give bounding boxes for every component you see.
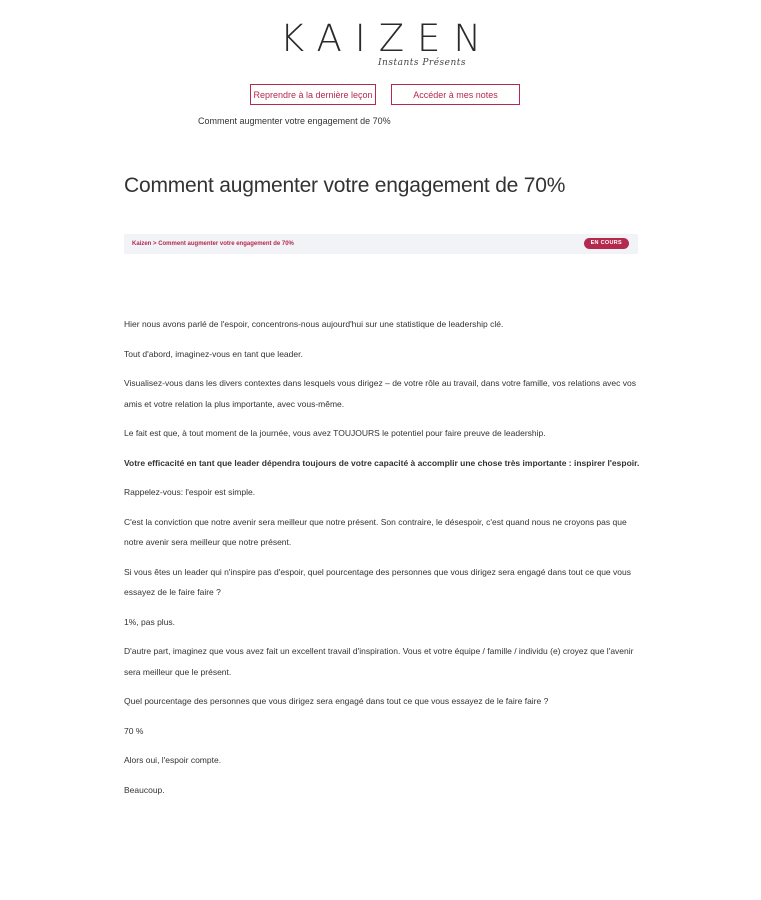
brand-name: KAIZEN xyxy=(279,17,495,60)
paragraph: Visualisez-vous dans les divers contextes dans lesquels vous dirigez – de votre rôle au travail, dans votre famille, vos relations avec vos amis et votre relation la plus importante, avec vous-même. xyxy=(124,378,636,409)
paragraph: Le fait est que, à tout moment de la journée, vous avez TOUJOURS le potentiel pour faire preuve de leadership. xyxy=(124,428,546,438)
resume-last-lesson-button[interactable]: Reprendre à la dernière leçon xyxy=(250,84,376,105)
paragraph: Si vous êtes un leader qui n'inspire pas d'espoir, quel pourcentage des personnes que vous dirigez sera engagé dans tout ce que vous essayez de le faire faire ? xyxy=(124,566,631,597)
lesson-caption: Comment augmenter votre engagement de 70% xyxy=(198,116,391,126)
breadcrumb-separator: > xyxy=(151,241,159,247)
paragraph: D'autre part, imaginez que vous avez fait un excellent travail d'inspiration. Vous et votre équipe / famille / individu (e) croyez que l'avenir sera meilleur que le présent. xyxy=(124,646,634,677)
paragraph: Rappelez-vous: l'espoir est simple. xyxy=(124,487,256,497)
breadcrumb-home-link[interactable]: Kaizen xyxy=(132,241,152,247)
paragraph: 70 % xyxy=(124,725,144,736)
page-title: Comment augmenter votre engagement de 70% xyxy=(124,174,566,197)
paragraph: C'est la conviction que notre avenir sera meilleur que notre présent. Son contraire, le désespoir, c'est quand nous ne croyons pas que notre avenir sera meilleur que notre présent. xyxy=(124,516,627,547)
breadcrumb xyxy=(132,234,294,254)
status-badge: EN COURS xyxy=(584,238,629,249)
paragraph: Tout d'abord, imaginez-vous en tant que leader. xyxy=(124,348,303,359)
paragraph: Alors oui, l'espoir compte. xyxy=(124,755,222,765)
breadcrumb-bar xyxy=(124,234,638,254)
lesson-content xyxy=(124,314,644,809)
paragraph: 1%, pas plus. xyxy=(124,616,176,627)
paragraph: Hier nous avons parlé de l'espoir, concentrons-nous aujourd'hui sur une statistique de leadership clé. xyxy=(124,319,504,329)
access-notes-button[interactable]: Accéder à mes notes xyxy=(391,84,520,105)
brand-logo[interactable] xyxy=(0,17,761,68)
key-message-paragraph: Votre efficacité en tant que leader dépendra toujours de votre capacité à accomplir une chose très importante : inspirer l'espoir. xyxy=(124,457,640,468)
paragraph: Beaucoup. xyxy=(124,784,165,795)
paragraph: Quel pourcentage des personnes que vous dirigez sera engagé dans tout ce que vous essayez de le faire faire ? xyxy=(124,696,549,706)
brand-tagline: Instants Présents xyxy=(378,58,467,68)
breadcrumb-current-link[interactable]: Comment augmenter votre engagement de 70% xyxy=(158,241,294,247)
